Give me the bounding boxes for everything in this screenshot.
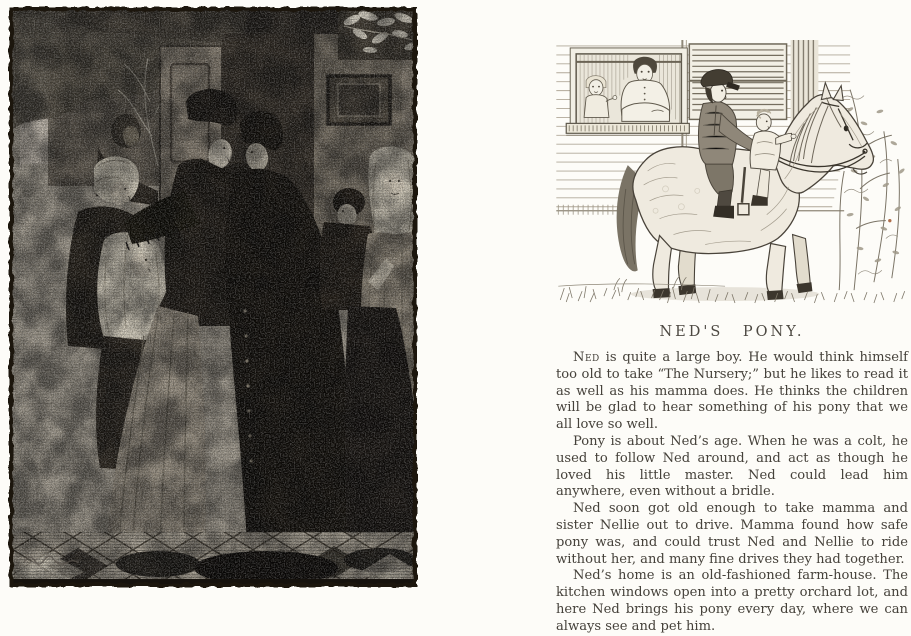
- right-page: [556, 40, 908, 636]
- story-paragraph-3: [556, 501, 908, 568]
- paragraph-body: is quite a large boy. He would think himself too old to take “The Nursery;” but he likes to read it as well as his mamma does. He thinks the children will be glad to hear something of his pony that we all love so well.: [556, 350, 908, 433]
- paragraph-body: Ned’s home is an old-fashioned farm-house. The kitchen windows open into a pretty orchard lot, and here Ned brings his pony every day, where we can always see and pet him.: [556, 568, 908, 634]
- story-paragraph-4: [556, 568, 908, 635]
- print-fleck: [888, 219, 891, 222]
- paragraph-lead-word: Ned: [573, 350, 600, 365]
- kitchen-window: [566, 48, 689, 135]
- paragraph-body: Ned soon got old enough to take mamma and sister Nellie out to drive. Mamma found how safe pony was, and could trust Ned and Nellie to ride without her, and many fine drives they had together.: [556, 501, 908, 567]
- story-title: NED'S PONY.: [659, 324, 805, 340]
- parlor-embrace-engraving: [8, 6, 418, 588]
- left-plate-engraving: [8, 6, 418, 588]
- story-text: [556, 350, 908, 636]
- story-paragraph-2: [556, 434, 908, 501]
- paragraph-body: Pony is about Ned’s age. When he was a colt, he used to follow Ned around, and act as though he loved his little master. Ned could lead him anywhere, even without a bridle.: [556, 433, 908, 500]
- ned-and-child-riding-pony-illustration: [556, 40, 908, 308]
- story-paragraph-1: [556, 350, 908, 434]
